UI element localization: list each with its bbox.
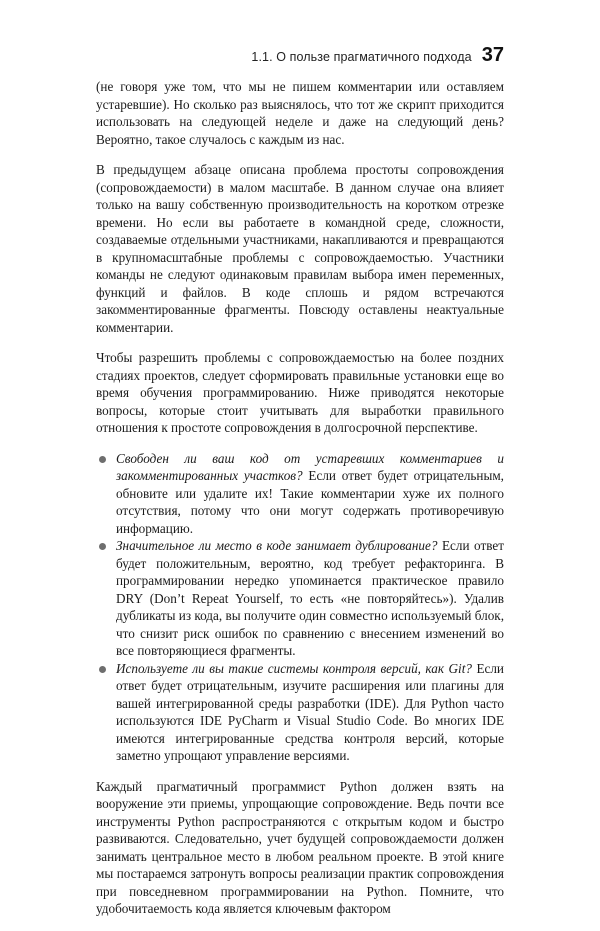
- paragraph-2: В предыдущем абзаце описана проблема простоты сопровождения (сопровождаемости) в малом масштабе. В данном случае она влияет только на вашу собственную производительность на коротком отрезке времени. Но если вы работаете в командной среде, сложности, создаваемые отдельными участниками, накапливаются и превращаются в крупномасштабные проблемы с сопровождаемостью. Участники команды не следуют одинаковым правилам выбора имен переменных, функций и файлов. В коде сплошь и рядом встречаются закомментированные фрагменты. Повсюду оставлены неактуальные комментарии.: [96, 162, 504, 335]
- list-item-question: Свободен ли ваш код от устаревших комментариев и закомментированных участков?: [116, 450, 504, 483]
- bullet-icon: [99, 666, 106, 673]
- paragraph-3: Чтобы разрешить проблемы с сопровождаемостью на более поздних стадиях проектов, следует сформировать правильные установки еще во время обучения программированию. Ниже приводятся некоторые вопросы, которые стоит учитывать для выработки правильного отношения к простоте сопровождения в долгосрочной перспективе.: [96, 350, 504, 435]
- list-item-text: Если ответ будет отрицательным, изучите расширения или плагины для вашей интегрированной среды разработки (IDE). Для Python часто используются IDE PyCharm и Visual Studio Code. Во многих IDE имеются интегрированные средства контроля версий, которые заметно упрощают управление версиями.: [116, 660, 504, 763]
- list-item: [96, 660, 504, 765]
- list-item: [96, 537, 504, 660]
- page-header: [96, 44, 504, 72]
- body-text: [96, 78, 504, 931]
- paragraph-1: (не говоря уже том, что мы не пишем комментарии или оставляем устаревшие). Но сколько раз выяснялось, что тот же скрипт приходится использовать на следующей неделе и даже на следующий день? Вероятно, такое случалось с каждым из нас.: [96, 79, 504, 147]
- list-item: [96, 450, 504, 538]
- paragraph-closing: Каждый прагматичный программист Python должен взять на вооружение эти приемы, упрощающие сопровождение. Ведь почти все инструменты Python распространяются с открытым кодом и быстро развиваются. Следовательно, учет будущей сопровождаемости должен занимать центральное место в любом реальном проекте. В этой книге мы постараемся затронуть вопросы реализации практик сопровождения при повседневном программировании на Python. Помните, что удобочитаемость кода является ключевым фактором: [96, 778, 504, 916]
- bullet-icon: [99, 543, 106, 550]
- running-title: 1.1. О пользе прагматичного подхода: [251, 50, 472, 64]
- question-list: [96, 450, 504, 765]
- list-item-text: Если ответ будет положительным, вероятно, код требует рефакторинга. В программировании нередко упоминается практическое правило DRY (Don’t Repeat Yourself, то есть «не повторяйтесь»). Удалив дубликаты из кода, вы получите один совместно используемый блок, что снизит риск ошибок по сравнению с внесением изменений во все повторяющиеся фрагменты.: [116, 538, 505, 658]
- list-item-question: Используете ли вы такие системы контроля версий, как Git?: [116, 660, 472, 676]
- bullet-icon: [99, 456, 106, 463]
- list-item-question: Значительное ли место в коде занимает дублирование?: [116, 538, 438, 553]
- list-item-text: Если ответ будет отрицательным, обновите или удалите их! Такие комментарии хуже их полного отсутствия, потому что они могут содержать противоречивую информацию.: [116, 468, 504, 536]
- page-number: 37: [481, 44, 504, 66]
